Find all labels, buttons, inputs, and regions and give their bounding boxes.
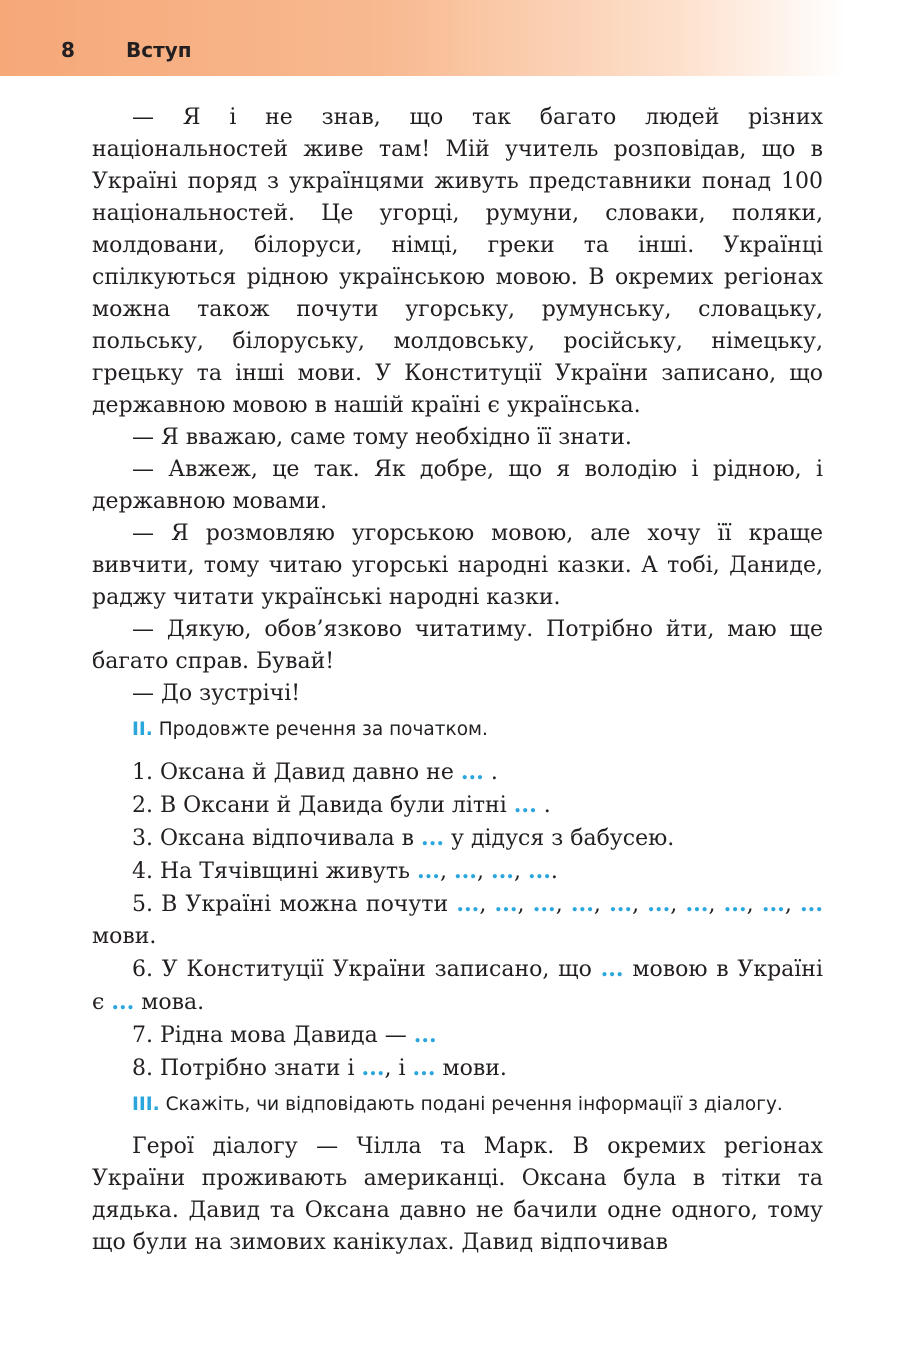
blank: ... — [421, 825, 445, 851]
dialog-line: — Я вважаю, саме тому необхідно її знати. — [132, 425, 632, 450]
sentence-item: 5. В Україні можна почути ..., ..., ..., ..., ..., ..., ..., ..., ..., ... мови. — [92, 891, 823, 949]
blank: ... — [570, 891, 594, 917]
sentence-item: 4. На Тячівщині живуть ..., ..., ..., .... — [132, 858, 558, 884]
sentence-item: 7. Рідна мова Давида — ... — [132, 1022, 437, 1048]
blank: ... — [416, 858, 440, 884]
blank: ... — [456, 891, 480, 917]
blank: ... — [685, 891, 709, 917]
blank: ... — [111, 989, 135, 1015]
blank: ... — [609, 891, 633, 917]
page-header — [0, 0, 845, 76]
blank: ... — [490, 858, 514, 884]
blank: ... — [361, 1055, 385, 1081]
blank: ... — [453, 858, 477, 884]
dialog-line: — Я розмовляю угорською мовою, але хочу її краще вивчити, тому читаю угорські народні казки. А тобі, Даниде, раджу читати українські народні казки. — [92, 521, 823, 610]
sentence-item: 1. Оксана й Давид давно не ... . — [132, 759, 498, 785]
sentence-item: 6. У Конституції України записано, що ... мовою в Україні є ... мова. — [92, 956, 824, 1015]
blank: ... — [412, 1055, 436, 1081]
blank: ... — [460, 759, 484, 785]
task-number: III. — [132, 1094, 160, 1115]
blank: ... — [761, 891, 785, 917]
page-content — [92, 102, 823, 1259]
blank: ... — [532, 891, 556, 917]
dialog-line: — До зустрічі! — [132, 681, 301, 706]
dialog-line: — Дякую, обов’язково читатиму. Потрібно йти, маю ще багато справ. Бувай! — [92, 617, 823, 674]
dialog-line: — Авжеж, це так. Як добре, що я володію і рідною, і державною мовами. — [92, 457, 823, 514]
blank: ... — [527, 858, 551, 884]
section-title: Вступ — [126, 38, 192, 62]
sentence-item: 8. Потрібно знати і ..., і ... мови. — [132, 1055, 507, 1081]
task-text: Скажіть, чи відповідають подані речення інформації з діалогу. — [165, 1094, 783, 1115]
sentence-item: 2. В Оксани й Давида були літні ... . — [132, 792, 551, 818]
task-text: Продовжте речення за початком. — [158, 719, 488, 740]
task-3-instruction — [92, 1091, 823, 1119]
blank: ... — [723, 891, 747, 917]
task-2-instruction — [92, 716, 823, 744]
blank: ... — [513, 792, 537, 818]
dialog-line: — Я і не знав, що так багато людей різних національностей живе там! Мій учитель розповідав, що в Україні поряд з українцями живуть представники понад 100 національностей. Це угорці, румуни, словаки, поляки, молдовани, білоруси, німці, греки та інші. Українці спілкуються рідною українською мовою. В окремих регіонах можна також почути угорську, румунську, словацьку, польську, білоруську, молдовську, російську, німецьку, грецьку та інші мови. У Конституції України записано, що державною мовою в нашій країні є українська. — [92, 105, 823, 418]
blank: ... — [600, 956, 624, 982]
blank: ... — [413, 1022, 437, 1048]
blank: ... — [800, 891, 823, 917]
task-number: II. — [132, 719, 153, 740]
task-3-text: Герої діалогу — Чілла та Марк. В окремих регіонах України проживають американці. Оксана була в тітки та дядька. Давид та Оксана давно не бачили одне одного, тому що були на зимових канікулах. Давид відпочивав — [92, 1134, 823, 1255]
sentence-item: 3. Оксана відпочивала в ... у дідуся з бабусею. — [132, 825, 675, 851]
blank: ... — [494, 891, 518, 917]
page-number: 8 — [61, 38, 75, 62]
blank: ... — [647, 891, 671, 917]
